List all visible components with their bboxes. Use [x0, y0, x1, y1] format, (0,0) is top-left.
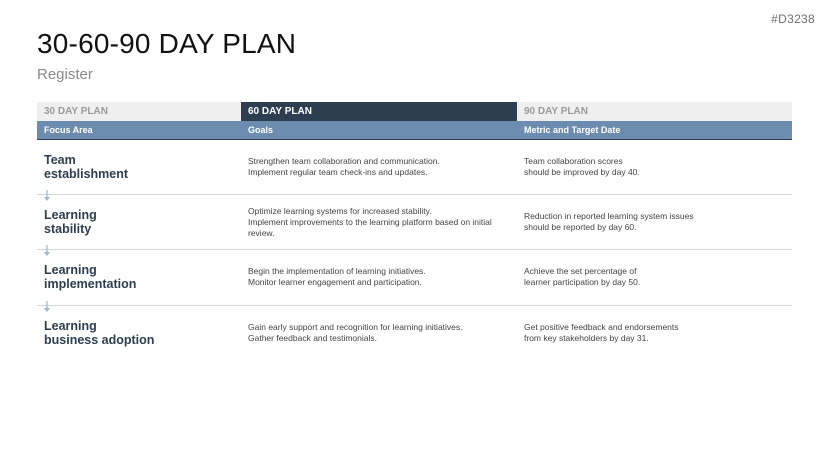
focus-area-cell: Learning implementation — [44, 263, 137, 291]
focus-area-cell: Team establishment — [44, 153, 129, 181]
focus-area-cell: Learning stability — [44, 208, 97, 236]
table-row — [37, 306, 792, 360]
column-header-row — [37, 121, 792, 140]
page-title: 30-60-90 DAY PLAN — [37, 28, 297, 59]
tab-60-day[interactable]: 60 DAY PLAN — [241, 102, 517, 121]
slide-code: #D3238 — [771, 12, 815, 26]
column-header-goals: Goals — [248, 125, 274, 135]
goals-cell: Optimize learning systems for increased stability. Implement improvements to the learning platform based on initial review. — [248, 205, 492, 238]
tab-30-day[interactable]: 30 DAY PLAN — [37, 102, 241, 121]
tab-90-day[interactable]: 90 DAY PLAN — [517, 102, 792, 121]
focus-area-cell: Learning business adoption — [44, 319, 155, 347]
metric-cell: Team collaboration scores should be improved by day 40. — [524, 156, 640, 177]
goals-cell: Begin the implementation of learning initiatives. Monitor learner engagement and participation. — [248, 266, 426, 287]
metric-cell: Get positive feedback and endorsements from key stakeholders by day 31. — [524, 322, 679, 343]
table-row — [37, 250, 792, 304]
metric-cell: Achieve the set percentage of learner participation by day 50. — [524, 266, 641, 287]
goals-cell: Strengthen team collaboration and communication. Implement regular team check-ins and updates. — [248, 156, 440, 177]
page-subtitle: Register — [37, 66, 93, 83]
table-row — [37, 140, 792, 194]
goals-cell: Gain early support and recognition for learning initiatives. Gather feedback and testimonials. — [248, 322, 463, 343]
table-row — [37, 195, 792, 249]
column-header-metric: Metric and Target Date — [524, 125, 621, 135]
column-header-focus-area: Focus Area — [44, 125, 93, 135]
metric-cell: Reduction in reported learning system issues should be reported by day 60. — [524, 211, 694, 232]
plan-tabs — [37, 102, 792, 121]
